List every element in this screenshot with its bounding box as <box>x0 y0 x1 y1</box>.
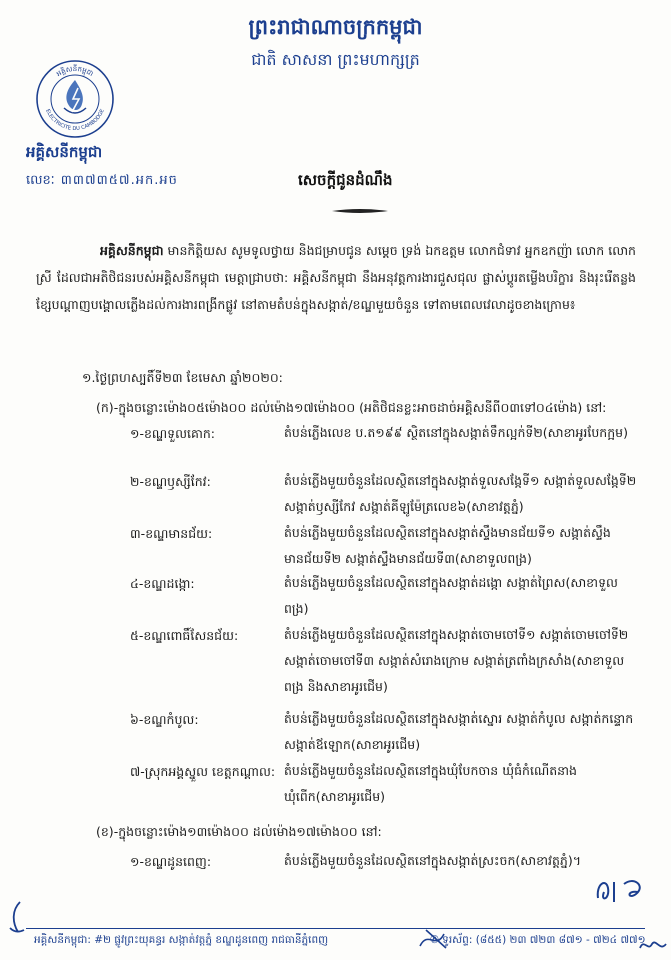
row-desc: តំបន់ភ្លើងលេខ ប.ត១៩៩ ស្ថិតនៅក្នុងសង្កាត់ទឹកល្អក់ទី២(សាខាអូរបែកក្អម) <box>284 425 628 440</box>
footer-divider <box>26 928 645 929</box>
edc-logo-icon <box>34 58 116 140</box>
row-label: ១-ខណ្ឌដូនពេញ: <box>130 854 212 869</box>
svg-text:អគ្គិសនីកម្ពុជា <box>55 64 95 78</box>
row-label: ៤-ខណ្ឌដង្កោ: <box>130 576 195 591</box>
sub-b-heading: (ខ)-ក្នុងចន្លោះម៉ោង១៣ម៉ោង០០ ដល់ម៉ោង១៧ម៉ោង០០ នៅ: <box>96 824 382 839</box>
sub-a-heading: (ក)-ក្នុងចន្លោះម៉ោង០៥ម៉ោង០០ ដល់ម៉ោង១៧ម៉ោង០០ (អតិថិជនខ្លះអាចដាច់អគ្គិសនីពី០៣ទៅ០៤ម៉ោង) នៅ: <box>96 400 607 415</box>
row-desc: តំបន់ភ្លើងមួយចំនួនដែលស្ថិតនៅក្នុងសង្កាត់ស្នោរ សង្កាត់កំបូល សង្កាត់កន្ទោក សង្កាត់ឪឡោក(សាខាអូរជើម) <box>284 711 634 752</box>
kingdom-motto: ជាតិ សាសនា ព្រះមហាក្សត្រ <box>251 50 420 69</box>
footer-phone-text: ទូរស័ព្ទ: (៨៥៥) ២៣ ៧២៣ ៨៧១ - ៧២៤ ៧៧១ <box>442 934 646 946</box>
signature-icon <box>592 872 652 908</box>
intro-text: មានកិត្តិយស សូមទូលថ្វាយ និងជម្រាបជូន សម្តេច ទ្រង់ ឯកឧត្តម លោកជំទាវ អ្នកឧកញ៉ា លោក លោកស្រី ដែលជាអតិថិជនរបស់អគ្គិសនីកម្ពុជា មេត្តាជ្រាបថា: អគ្គិសនីកម្ពុជា នឹងអនុវត្តការងារជួសជុល ផ្លាស់ប្តូរតម្លើងបរិក្ខារ និងរុះរើតន្លងខ្សែបណ្តាញបង្គោលភ្លើងដល់ការងារពង្រីកផ្លូវ នៅតាមតំបន់ក្នុងសង្កាត់/ខណ្ឌមួយចំនួន ទៅតាមពេលវេលាដូចខាងក្រោម៖ <box>36 243 636 312</box>
section-date-heading: ១.ថ្ងៃព្រហស្បតិ៍ទី២៣ ខែមេសា ឆ្នាំ២០២០: <box>82 370 283 385</box>
row-desc: តំបន់ភ្លើងមួយចំនួនដែលស្ថិតនៅក្នុងសង្កាត់ស្រះចក(សាខាវត្តភ្នំ)។ <box>284 853 581 868</box>
logo-bottom-text: ELECTRICITE DU CAMBODGE <box>44 108 106 133</box>
divider-ornament-icon <box>330 206 390 216</box>
footer-phone <box>430 934 646 949</box>
ref-value: ៣៣៧៣៥៧.អក.អច <box>60 173 178 188</box>
footer-address: អគ្គិសនីកម្ពុជា: #២ ផ្លូវព្រះយុគន្ធរ សង្កាត់វត្តភ្នំ ខណ្ឌដូនពេញ រាជធានីភ្នំពេញ <box>34 934 329 946</box>
document-title: សេចក្តីជូនដំណឹង <box>298 171 393 189</box>
svg-text:ELECTRICITE DU CAMBODGE <box>44 108 106 132</box>
intro-org: អគ្គិសនីកម្ពុជា <box>100 243 164 258</box>
row-label: ១-ខណ្ឌទួលគោក: <box>130 426 216 441</box>
row-label: ២-ខណ្ឌឫស្សីកែវ: <box>130 474 211 489</box>
logo-top-text: អគ្គិសនីកម្ពុជា <box>55 65 95 79</box>
row-desc: តំបន់ភ្លើងមួយចំនួនដែលស្ថិតនៅក្នុងសង្កាត់ដង្កោ សង្កាត់ព្រៃស(សាខាទួលពង្រ) <box>284 575 618 616</box>
corner-scribble-icon <box>638 934 668 956</box>
row-label: ៦-ខណ្ឌកំបូល: <box>130 712 199 727</box>
row-desc: តំបន់ភ្លើងមួយចំនួនដែលស្ថិតនៅក្នុងសង្កាត់ចោមចៅទី១ សង្កាត់ចោមចៅទី២ សង្កាត់ចោមចៅទី៣ សង្កាត់សំរោងក្រោម សង្កាត់ត្រពាំងក្រសាំង(សាខាទួលពង្រ និងសាខាអូរជើម) <box>284 627 629 694</box>
org-name: អគ្គិសនីកម្ពុជា <box>26 143 103 161</box>
row-label: ៧-ស្រុកអង្គស្នួល ខេត្តកណ្តាល: <box>130 764 276 779</box>
margin-mark-icon <box>6 900 28 934</box>
row-desc: តំបន់ភ្លើងមួយចំនួនដែលស្ថិតនៅក្នុងសង្កាត់ស្ទឹងមានជ័យទី១ សង្កាត់ស្ទឹងមានជ័យទី២ សង្កាត់ស្ទឹងមានជ័យទី៣(សាខាទួលពង្រ) <box>284 525 611 566</box>
row-label: ៣-ខណ្ឌមានជ័យ: <box>130 526 213 541</box>
initials-scribble-icon <box>416 926 456 952</box>
row-desc: តំបន់ភ្លើងមួយចំនួនដែលស្ថិតនៅក្នុងឃុំបែកចាន ឃុំធំកំណើតនាង ឃុំពើក(សាខាអូរជើម) <box>284 763 577 804</box>
row-label: ៥-ខណ្ឌពោធិ៍សែនជ័យ: <box>130 628 239 643</box>
reference-number <box>26 172 178 191</box>
intro-paragraph <box>36 237 636 318</box>
kingdom-title: ព្រះរាជាណាចក្រកម្ពុជា <box>248 15 423 39</box>
ref-label: លេខៈ <box>26 173 55 188</box>
row-desc: តំបន់ភ្លើងមួយចំនួនដែលស្ថិតនៅក្នុងសង្កាត់ទួលសង្កែទី១ សង្កាត់ទួលសង្កែទី២ សង្កាត់ឫស្សីកែវ សង្កាត់គីឡូម៉ែត្រលេខ៦(សាខាវត្តភ្នំ) <box>284 473 637 514</box>
phone-icon: ✆ <box>430 934 439 946</box>
